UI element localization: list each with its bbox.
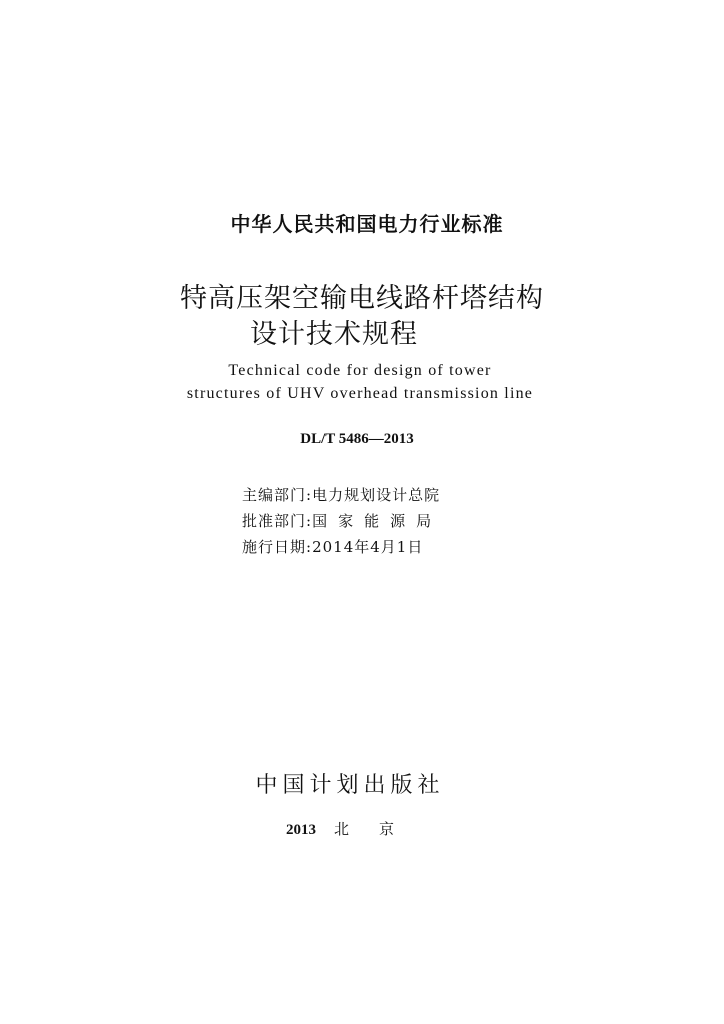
standard-code: DL/T 5486—2013 [300,431,414,447]
title-cn-line-2: 设计技术规程 [250,319,418,350]
title-en-line-1: Technical code for design of tower [228,362,492,379]
imprint-year: 2013 [285,822,316,838]
approver-row [242,508,442,534]
imprint-city-part-1: 北 [333,820,349,838]
approver-label: 批准部门 [242,512,307,530]
imprint-city-part-2: 京 [379,820,395,838]
approver-value: 国家能源局 [312,512,443,530]
effective-date-value: 2014年4月1日 [312,538,424,556]
publisher-name: 中国计划出版社 [255,773,445,798]
effective-date-separator: : [306,538,313,556]
industry-standard-heading: 中华人民共和国电力行业标准 [230,212,504,236]
editor-label: 主编部门 [242,486,307,504]
title-cn-line-1: 特高压架空输电线路杆塔结构 [180,283,544,314]
editor-value: 电力规划设计总院 [312,486,441,504]
imprint [0,818,724,839]
approver-separator: : [306,512,313,530]
editor-separator: : [306,486,313,504]
effective-date-label: 施行日期 [242,538,307,556]
title-en-line-2: structures of UHV overhead transmission line [186,385,534,402]
approval-info [242,482,442,560]
editor-row [242,482,442,508]
effective-date-row [242,534,442,560]
